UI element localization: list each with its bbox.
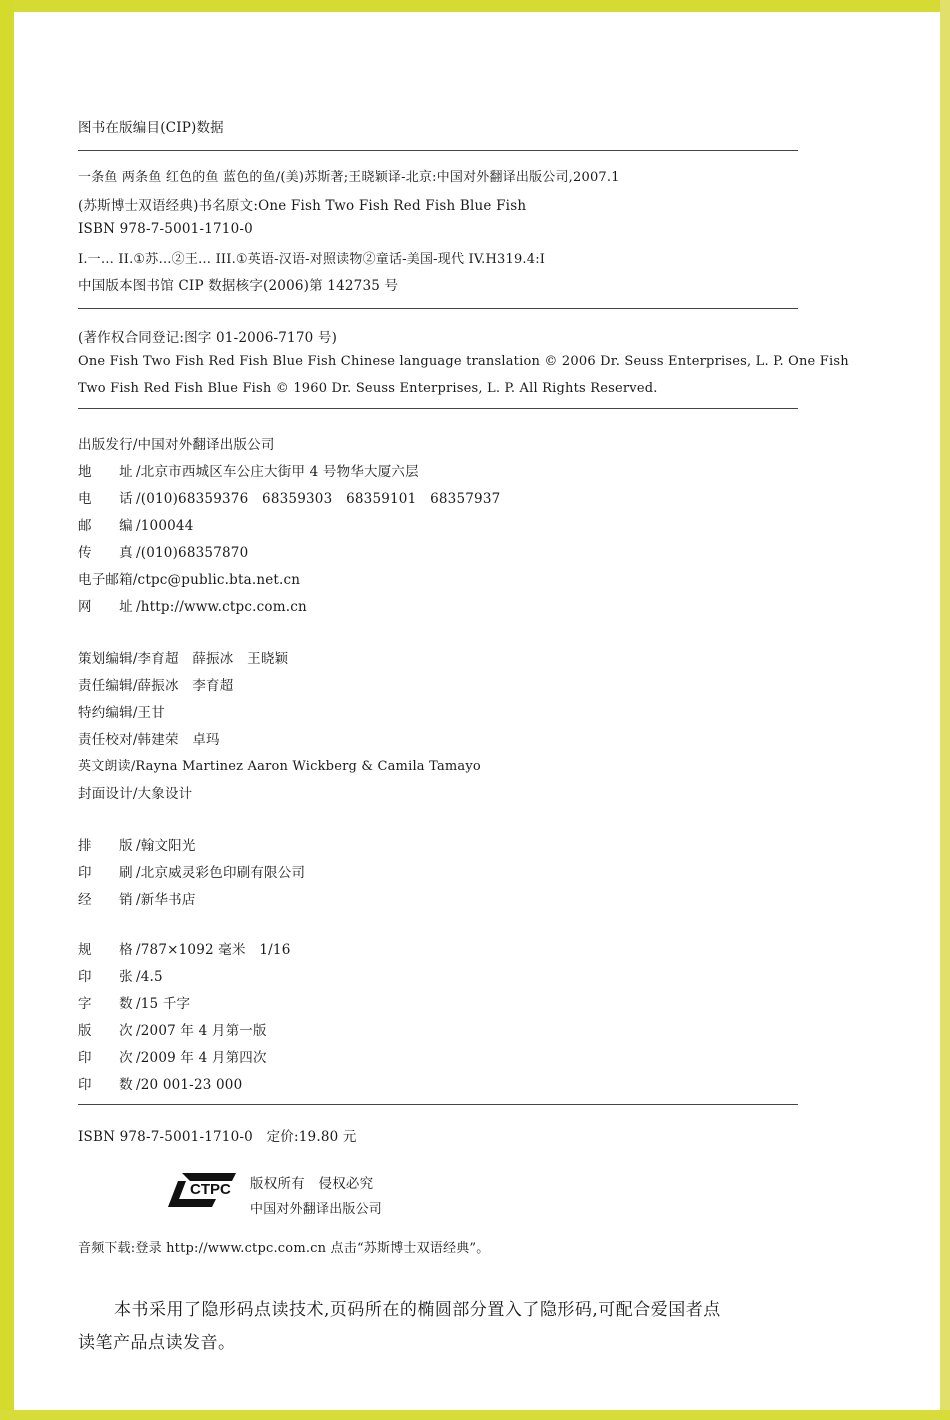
cip-line-3: ISBN 978-7-5001-1710-0 [78, 221, 253, 237]
divider [78, 408, 798, 409]
field-value: /北京市西城区车公庄大街甲 4 号物华大厦六层 [136, 464, 419, 480]
spec-row [78, 938, 291, 958]
cip-line-4: I.一… II.①苏…②王… III.①英语-汉语-对照读物②童话-美国-现代 IV.H319.4:I [78, 252, 546, 267]
field-value: /100044 [136, 518, 194, 534]
spec-row [78, 1046, 267, 1066]
cip-header: 图书在版编目(CIP)数据 [78, 120, 224, 136]
field-label: 印 张 [78, 969, 133, 985]
page-frame-left [0, 0, 14, 1420]
field-value: /北京威灵彩色印刷有限公司 [136, 865, 306, 881]
field-value: /787×1092 毫米 1/16 [136, 942, 291, 958]
field-label: 印 刷 [78, 865, 133, 881]
field-value: /中国对外翻译出版公司 [132, 437, 275, 453]
field-label: 印 数 [78, 1077, 133, 1093]
field-label: 电 话 [78, 491, 133, 507]
editor-row [78, 728, 220, 748]
logo-text: CTPC [190, 1181, 231, 1198]
copyright-registration: (著作权合同登记:图字 01-2006-7170 号) [78, 330, 338, 346]
printing-row [78, 888, 196, 908]
spec-row [78, 1019, 267, 1039]
address-row [78, 460, 419, 480]
rights-reserved: 版权所有 侵权必究 [250, 1176, 374, 1192]
page-frame-right [940, 0, 950, 1420]
field-label: 封面设计 [78, 786, 133, 802]
postcode-row [78, 514, 193, 534]
spec-row [78, 965, 163, 985]
field-value: /2009 年 4 月第四次 [136, 1050, 267, 1066]
spec-row [78, 992, 190, 1012]
invisible-code-note-cont: 读笔产品点读发音。 [78, 1333, 236, 1353]
publisher-row [78, 433, 275, 453]
field-value: /翰文阳光 [136, 838, 196, 854]
field-value: /20 001-23 000 [136, 1077, 243, 1093]
editor-row [78, 701, 165, 721]
field-label: 责任编辑 [78, 678, 133, 694]
copyright-line-2: Two Fish Red Fish Blue Fish © 1960 Dr. Seuss Enterprises, L. P. All Rights Reserved. [78, 381, 658, 396]
field-label: 特约编辑 [78, 705, 133, 721]
phone-row [78, 487, 500, 507]
field-value: /新华书店 [136, 892, 196, 908]
email-row [78, 568, 300, 588]
field-value: /大象设计 [132, 786, 193, 802]
field-label: 排 版 [78, 838, 133, 854]
field-label: 印 次 [78, 1050, 133, 1066]
cip-line-1: 一条鱼 两条鱼 红色的鱼 蓝色的鱼/(美)苏斯著;王晓颖译-北京:中国对外翻译出版公司,2007.1 [78, 170, 620, 185]
field-label: 出版发行 [78, 437, 133, 453]
page-frame-top [0, 0, 950, 12]
field-value: /Rayna Martinez Aaron Wickberg & Camila Tamayo [130, 759, 481, 774]
printing-row [78, 834, 196, 854]
field-value: /王甘 [132, 705, 165, 721]
fax-row [78, 541, 248, 561]
field-label: 英文朗读 [78, 759, 131, 774]
field-label: 版 次 [78, 1023, 133, 1039]
editor-row [78, 674, 233, 694]
field-value: /(010)68359376 68359303 68359101 68357937 [136, 491, 501, 507]
field-label: 传 真 [78, 545, 133, 561]
field-value: /4.5 [136, 969, 163, 985]
copyright-page [14, 12, 940, 1410]
field-value: /韩建荣 卓玛 [132, 732, 220, 748]
spec-row [78, 1073, 242, 1093]
field-label: 策划编辑 [78, 651, 133, 667]
cip-line-2: (苏斯博士双语经典)书名原文:One Fish Two Fish Red Fish Blue Fish [78, 198, 527, 214]
printing-row [78, 861, 305, 881]
field-label: 规 格 [78, 942, 133, 958]
field-label: 邮 编 [78, 518, 133, 534]
field-value: /http://www.ctpc.com.cn [136, 599, 307, 615]
field-value: /ctpc@public.bta.net.cn [132, 572, 301, 588]
divider [78, 308, 798, 309]
isbn-price: ISBN 978-7-5001-1710-0 定价:19.80 元 [78, 1129, 357, 1145]
field-value: /薛振冰 李育超 [132, 678, 234, 694]
field-label: 经 销 [78, 892, 133, 908]
editor-row [78, 782, 192, 802]
website-row [78, 595, 307, 615]
divider [78, 150, 798, 151]
invisible-code-note: 本书采用了隐形码点读技术,页码所在的椭圆部分置入了隐形码,可配合爱国者点 [114, 1300, 721, 1320]
editor-row [78, 755, 481, 774]
page-frame-bottom [0, 1410, 950, 1420]
copyright-line-1: One Fish Two Fish Red Fish Blue Fish Chinese language translation © 2006 Dr. Seuss Enterprises, L. P. One Fish [78, 354, 849, 369]
audio-download: 音频下载:登录 http://www.ctpc.com.cn 点击“苏斯博士双语经典”。 [78, 1241, 490, 1256]
editor-row [78, 647, 288, 667]
field-label: 电子邮箱 [78, 572, 133, 588]
ctpc-logo [168, 1167, 238, 1211]
cip-line-5: 中国版本图书馆 CIP 数据核字(2006)第 142735 号 [78, 278, 399, 294]
field-label: 地 址 [78, 464, 133, 480]
field-value: /15 千字 [136, 996, 191, 1012]
field-label: 责任校对 [78, 732, 133, 748]
field-value: /(010)68357870 [136, 545, 249, 561]
divider [78, 1104, 798, 1105]
publisher-name: 中国对外翻译出版公司 [250, 1202, 383, 1217]
field-value: /李育超 薛振冰 王晓颖 [132, 651, 289, 667]
field-label: 字 数 [78, 996, 133, 1012]
field-label: 网 址 [78, 599, 133, 615]
field-value: /2007 年 4 月第一版 [136, 1023, 267, 1039]
